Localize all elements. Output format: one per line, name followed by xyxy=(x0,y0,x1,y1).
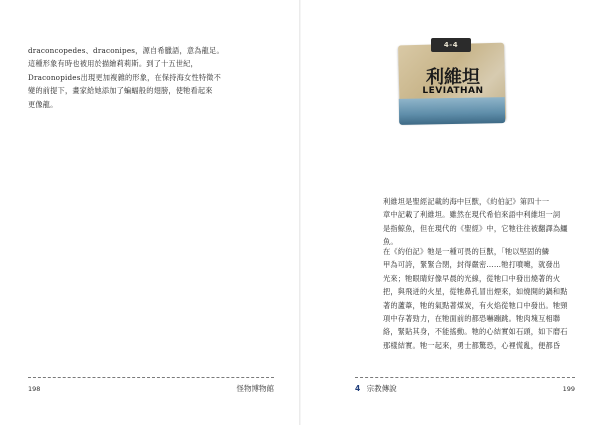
page-number: 199 xyxy=(562,385,575,393)
body-line: 絡，緊貼其身，不能搖動。牠的心結實如石頭，如下磨石 xyxy=(383,327,568,337)
body-line: 那樣結實。牠一起來，勇士都驚恐，心裡慌亂，便都昏 xyxy=(383,340,561,350)
running-title: 怪物博物館 xyxy=(236,384,274,393)
chapter-title: 宗教傳說 xyxy=(366,384,397,393)
body-line: 是指鯨魚，但在現代的《聖經》中，它牠往往被翻譯為鱷 xyxy=(383,223,568,233)
page-number: 198 xyxy=(28,385,41,393)
body-line: 更像龍。 xyxy=(28,99,58,109)
body-line: 在《約伯記》牠是一種可畏的巨獸，「牠以堅固的鱗 xyxy=(383,247,550,256)
right-paragraph-1 xyxy=(383,195,576,249)
body-line: 魚。 xyxy=(383,237,398,247)
body-line: 這種形象有時也被用於描繪莉莉斯。到了十五世紀， xyxy=(28,59,198,69)
right-page xyxy=(301,0,600,425)
footer-divider xyxy=(355,377,575,378)
right-paragraph-2 xyxy=(383,245,576,352)
body-line: 利維坦是聖經記載的海中巨獸，《約伯記》第四十一 xyxy=(383,197,550,206)
body-line: 著的蘆葦，牠的氣點著煤炭，有火焰從牠口中發出。牠頸 xyxy=(383,300,568,310)
section-title: 利維坦 xyxy=(426,67,480,88)
section-title-english: LEVIATHAN xyxy=(422,86,484,96)
section-tag xyxy=(431,38,471,52)
section-number: 4-4 xyxy=(443,41,459,49)
body-line: 項中存著勁力，在牠面前的都恐嚇蹦跳。牠肉塊互相聯 xyxy=(383,314,561,324)
chapter-label-card xyxy=(395,38,511,124)
running-title xyxy=(355,383,397,394)
body-line: 光來；牠眼睛好像早晨的光線，從牠口中發出燒著的火 xyxy=(383,273,561,283)
left-body-text xyxy=(28,44,244,111)
body-line: Draconopides出現更加複雜的形象，在保持海女性特徵不 xyxy=(28,72,221,82)
chapter-number: 4 xyxy=(355,384,361,393)
body-line: 甲為可誇，緊緊合閉，封得嚴密……牠打噴嚏，就發出 xyxy=(383,260,561,270)
body-line: draconcopedes、draconipes，源自希臘語，意為龍足。 xyxy=(28,46,224,55)
body-line: 變的前提下，畫家給她添加了蝙蝠般的翅膀，使牠看起來 xyxy=(28,86,213,96)
card-blue-band xyxy=(399,97,505,125)
left-page xyxy=(0,0,299,425)
body-line: 把，與飛迸的火星，從牠鼻孔冒出煙來，如燒開的鍋和點 xyxy=(383,287,568,297)
footer-divider xyxy=(28,377,274,378)
body-line: 章中記載了利維坦。雖然在現代希伯來語中利維坦一詞 xyxy=(383,210,561,220)
